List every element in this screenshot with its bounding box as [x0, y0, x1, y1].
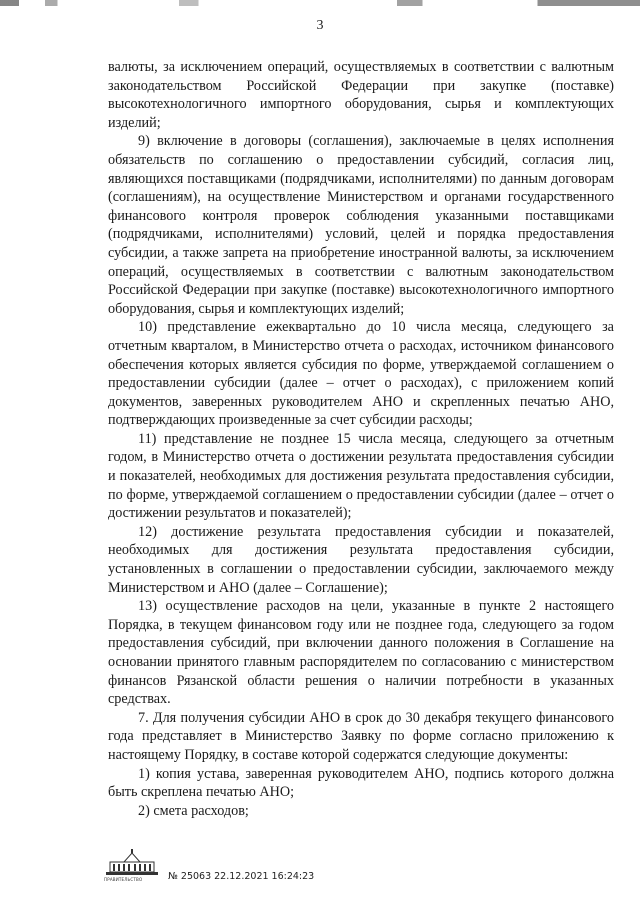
paragraph-section-7: 7. Для получения субсидии АНО в срок до 30 декабря текущего финансового года представляет в Министерство Заявку по форме согласно приложению к настоящему Порядку, в составе которой содержатся следующие документы:: [108, 709, 614, 763]
paragraph-doc-1: 1) копия устава, заверенная руководителем АНО, подпись которого должна быть скреплена печатью АНО;: [108, 765, 614, 801]
footer: [104, 848, 504, 888]
paragraph-item-13: 13) осуществление расходов на цели, указанные в пункте 2 настоящего Порядка, в текущем финансовом году или не позднее года, следующего за годом предоставления субсидий, при включении данного положения в Соглашение на основании принятого главным распорядителем по согласованию с министерством финансов Рязанской области решения о наличии потребности в указанных средствах.: [108, 598, 614, 708]
registration-stamp: № 25063 22.12.2021 16:24:23: [168, 871, 315, 882]
paragraph-item-11: 11) представление не позднее 15 числа месяца, следующего за отчетным годом, в Министерство отчета о достижении результата предоставления субсидии и показателей, необходимых для достижения результата предоставления субсидии, по форме, утверждаемой соглашением о предоставлении субсидии (далее – отчет о достижении результатов и показателей);: [108, 430, 614, 522]
paragraph-item-12: 12) достижение результата предоставления субсидии и показателей, необходимых для достижения результата предоставления субсидии, установленных в соглашении о предоставлении субсидии, заключаемого между Министерством и АНО (далее – Соглашение);: [108, 523, 614, 596]
paragraph-doc-2: 2) смета расходов;: [138, 802, 249, 819]
scan-edge: [0, 0, 640, 6]
paragraph-item-10: 10) представление ежеквартально до 10 числа месяца, следующего за отчетным кварталом, в Министерство отчета о расходах, источником финансового обеспечения которых является субсидия по форме, утверждаемой соглашением о предоставлении субсидии (далее – отчет о расходах), с приложением копий документов, заверенных руководителем АНО и скрепленных печатью АНО, подтверждающих произведенные за счет субсидии расходы;: [108, 319, 614, 429]
logo-caption: ПРАВИТЕЛЬСТВО: [104, 877, 143, 882]
paragraph-item-9: 9) включение в договоры (соглашения), заключаемые в целях исполнения обязательств по соглашению о предоставлении субсидий, согласия лиц, являющихся поставщиками (подрядчиками, исполнителями) по данным договорам (соглашениям), на осуществление Министерством и органами государственного финансового контроля проверок соблюдения указанными поставщиками (подрядчиками, исполнителями) условий, целей и порядка предоставления субсидии, а также запрета на приобретение иностранной валюты, за исключением операций, осуществляемых в соответствии с валютным законодательством Российской Федерации при закупке (поставке) высокотехнологичного импортного оборудования, сырья и комплектующих изделий;: [108, 133, 614, 317]
document-body: [108, 58, 614, 820]
page-number: 3: [316, 18, 324, 33]
paragraph-continuation: валюты, за исключением операций, осуществляемых в соответствии с валютным законодательством Российской Федерации при закупке (поставке) высокотехнологичного импортного оборудования, сырья и комплектующих изделий;: [108, 59, 614, 131]
